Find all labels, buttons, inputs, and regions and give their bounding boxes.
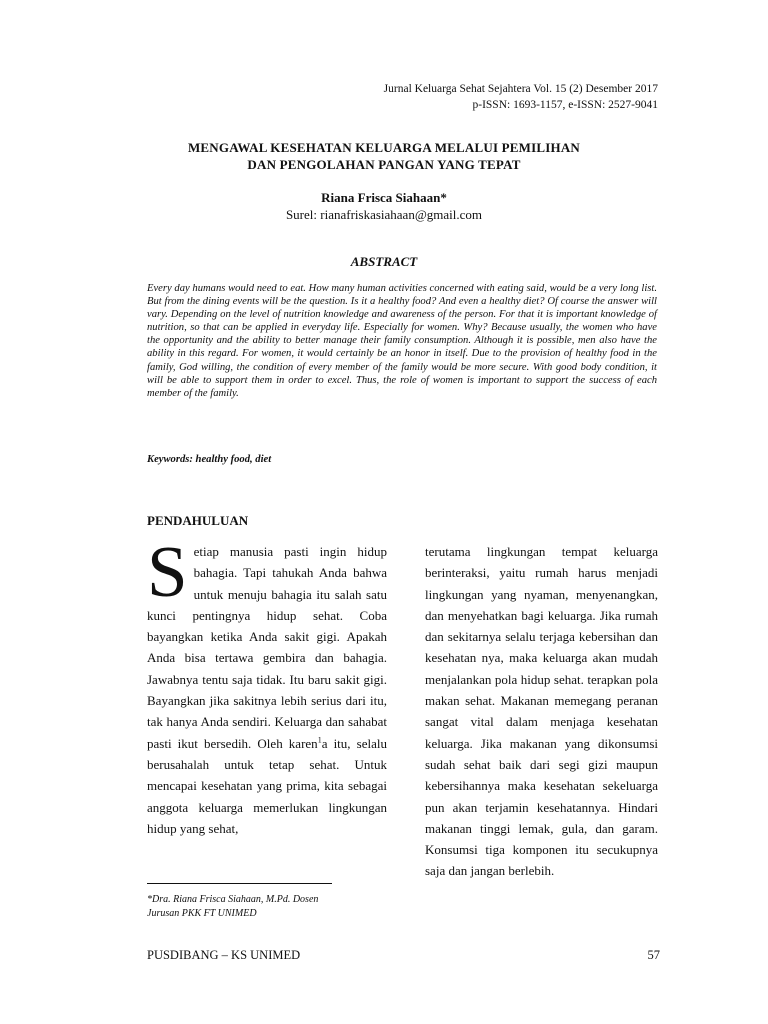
footnote-divider [147, 883, 332, 884]
abstract-text: Every day humans would need to eat. How many human activities concerned with eating said, would be a very long list. But from the dining events will be the question. Is it a healthy food? And even a healthy diet? Of course the answer will vary. Depending on the level of nutrition knowledge and awareness of the person. For that it is important knowledge of nutrition, so that can be applied in everyday life. Especially for women. Why? Because usually, the women who have the opportunity and the ability to better manage their family consumption. Although it is possible, men also have the ability in this regard. For women, it would certainly be an honor in itself. Due to the provision of healthy food in the family, God willing, the condition of every member of the family would be more secure. With good body condition, it will be able to support them in order to excel. Thus, the role of women is important to support the success of each member of the family. [147, 283, 657, 399]
abstract-heading: ABSTRACT [350, 254, 418, 269]
footnote-line-2: Jurusan PKK FT UNIMED [147, 907, 257, 919]
section-heading: PENDAHULUAN [147, 513, 249, 528]
footnote-line-1: *Dra. Riana Frisca Siahaan, M.Pd. Dosen [147, 894, 319, 905]
intro-text-part-2: a itu, selalu berusahalah untuk tetap sehat. Untuk mencapai kesehatan yang prima, kita sebagai anggota keluarga memerlukan lingkungan hidup yang sehat, [147, 735, 387, 836]
intro-text-part-1: etiap manusia pasti ingin hidup bahagia. Tapi tahukah Anda bahwa untuk menuju bahagia itu salah satu kunci pentingnya hidup sehat. Coba bayangkan ketika Anda sakit gigi. Apakah Anda bisa tertawa gembira dan bahagia. Jawabnya tentu saja tidak. Itu baru sakit gigi. Bayangkan jika sakitnya lebih serius dari itu, tak hanya Anda sendiri. Keluarga dan sahabat pasti ikut bersedih. Oleh karen [147, 544, 387, 751]
page-number: 57 [647, 948, 660, 962]
intro-paragraph [147, 531, 387, 839]
footer-publisher: PUSDIBANG – KS UNIMED [147, 948, 301, 962]
body-column-right [425, 541, 658, 882]
paper-title [0, 139, 768, 173]
author-email: Surel: rianafriskasiahaan@gmail.com [285, 207, 483, 222]
author-block [0, 189, 768, 223]
keywords: Keywords: healthy food, diet [147, 454, 272, 465]
title-line-1: MENGAWAL KESEHATAN KELUARGA MELALUI PEMILIHAN [187, 140, 581, 155]
continuation-paragraph: terutama lingkungan tempat keluarga berinteraksi, yaitu rumah harus menjadi lingkungan yang nyaman, menyenangkan, dan menyehatkan bagi keluarga. Jika rumah dan sekitarnya selalu terjaga kebersihan dan kesehatan nya, maka keluarga akan mudah menjalankan pola hidup sehat. terapkan pola makan sehat. Makanan memegang peranan sangat vital dalam menjaga kesehatan keluarga. Jika makanan yang dikonsumsi sudah sehat baik dari segi gizi maupun kebersihannya maka kesehatan sekeluarga pun akan terjamin kesehatannya. Hindari makanan tinggi lemak, gula, dan garam. Konsumsi tiga komponen itu secukupnya saja dan jangan berlebih. [425, 544, 658, 879]
author-name: Riana Frisca Siahaan* [321, 190, 447, 205]
journal-citation: Jurnal Keluarga Sehat Sejahtera Vol. 15 (2) Desember 2017 [383, 83, 658, 95]
journal-header [384, 82, 658, 113]
drop-cap: S [147, 531, 188, 612]
journal-issn: p-ISSN: 1693-1157, e-ISSN: 2527-9041 [472, 98, 658, 111]
body-column-left [147, 531, 387, 839]
title-line-2: DAN PENGOLAHAN PANGAN YANG TEPAT [247, 157, 521, 172]
footnote-marker: 1 [317, 735, 322, 745]
footnote [147, 893, 387, 920]
